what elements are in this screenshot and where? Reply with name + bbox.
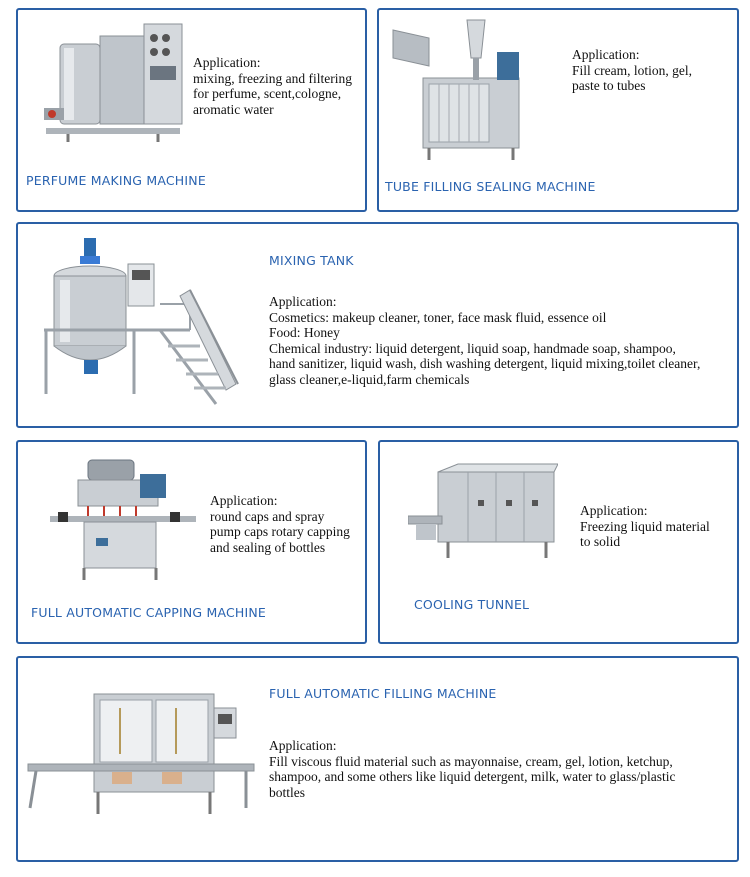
cooling-application-text <box>580 503 710 550</box>
tube-application-text <box>572 47 692 94</box>
card-tube-filling-sealing-machine <box>377 8 739 212</box>
application-line: round caps and spray <box>210 508 325 524</box>
application-line: shampoo, and some others like liquid detergent, milk, water to glass/plastic <box>269 769 676 784</box>
application-line: Cosmetics: makeup cleaner, toner, face mask fluid, essence oil <box>269 309 607 325</box>
cooling-tunnel-title: COOLING TUNNEL <box>414 597 530 612</box>
tube-machine-image <box>389 18 539 168</box>
card-mixing-tank <box>16 222 739 428</box>
capping-machine-title: FULL AUTOMATIC CAPPING MACHINE <box>31 605 267 620</box>
capping-machine-image <box>48 454 198 584</box>
perfume-application-text <box>193 55 352 117</box>
application-label: Application: <box>193 55 261 70</box>
application-line: bottles <box>269 784 305 800</box>
application-line: hand sanitizer, liquid wash, dish washing detergent, liquid mixing,toilet cleaner, <box>269 356 701 371</box>
application-line: to solid <box>580 534 621 549</box>
filling-machine-image <box>26 688 256 828</box>
filling-machine-title: FULL AUTOMATIC FILLING MACHINE <box>269 686 497 701</box>
perfume-machine-title: PERFUME MAKING MACHINE <box>26 173 206 188</box>
mixing-tank-image <box>40 234 240 414</box>
application-label: Application: <box>210 493 278 508</box>
card-capping-machine <box>16 440 367 644</box>
application-line: aromatic water <box>193 101 274 117</box>
application-line: paste to tubes <box>572 78 646 93</box>
application-line: Fill cream, lotion, gel, <box>572 62 692 78</box>
mixing-tank-title: MIXING TANK <box>269 253 354 268</box>
application-label: Application: <box>580 503 648 518</box>
application-label: Application: <box>269 738 337 753</box>
application-line: glass cleaner,e-liquid,farm chemicals <box>269 371 470 387</box>
application-line: Chemical industry: liquid detergent, liquid soap, handmade soap, shampoo, <box>269 340 676 356</box>
card-cooling-tunnel <box>378 440 739 644</box>
filling-application-text <box>269 738 676 800</box>
application-line: Fill viscous fluid material such as mayonnaise, cream, gel, lotion, ketchup, <box>269 753 673 769</box>
application-line: mixing, freezing and filtering <box>193 70 352 86</box>
application-line: pump caps rotary capping <box>210 524 350 539</box>
application-line: Food: Honey <box>269 325 340 340</box>
application-line: for perfume, scent,cologne, <box>193 86 342 101</box>
mixing-application-text <box>269 294 700 387</box>
capping-application-text <box>210 493 350 555</box>
application-line: and sealing of bottles <box>210 539 326 555</box>
tube-machine-title: TUBE FILLING SEALING MACHINE <box>385 179 596 194</box>
application-label: Application: <box>572 47 640 62</box>
perfume-machine-image <box>38 16 188 146</box>
card-filling-machine <box>16 656 739 862</box>
application-label: Application: <box>269 294 337 309</box>
application-line: Freezing liquid material <box>580 518 710 534</box>
card-perfume-making-machine <box>16 8 367 212</box>
cooling-tunnel-image <box>408 462 558 572</box>
